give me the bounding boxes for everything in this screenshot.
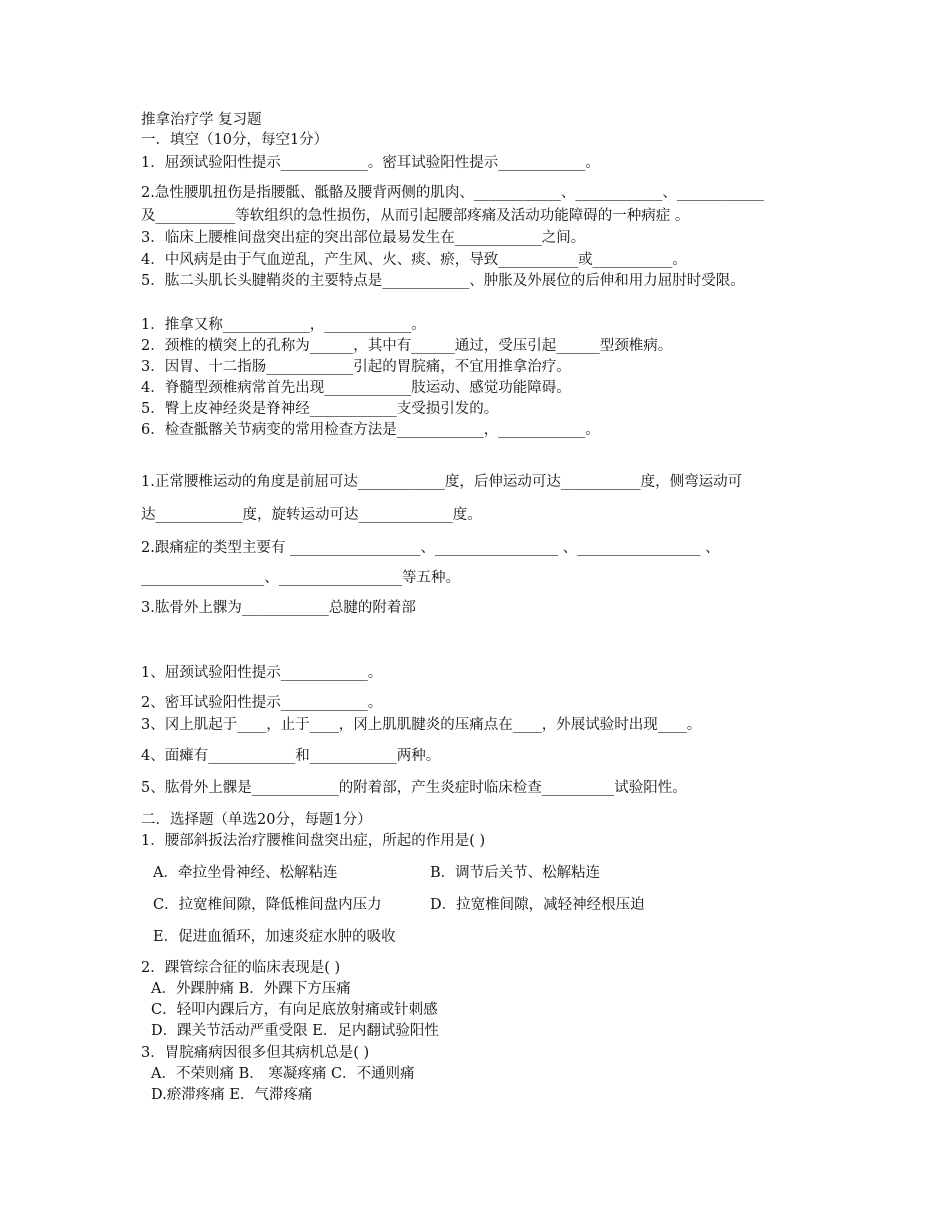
choice-option: A．外踝肿痛 B．外踝下方压痛 [151,981,351,997]
fill-question: 4、面瘫有____________和____________两种。 [141,748,441,764]
fill-question: 5．肱二头肌长头腱鞘炎的主要特点是____________、肿胀及外展位的后伸和用力屈肘时受限。 [141,273,745,289]
fill-question: 3．因胃、十二指肠____________引起的胃脘痛，不宜用推拿治疗。 [141,359,571,375]
fill-question: 2.跟痛症的类型主要有 __________________、_________________ 、_________________ 、 [141,540,720,556]
choice-option: A．牵拉坐骨神经、松解粘连 [153,865,338,881]
fill-question: 3.肱骨外上髁为____________总腱的附着部 [141,600,416,616]
section-1-header: 一．填空（10分，每空1分） [141,132,329,148]
fill-question: 1．推拿又称____________，____________。 [141,317,426,333]
fill-question: 5、肱骨外上髁是____________的附着部，产生炎症时临床检查__________试验阳性。 [141,780,687,796]
document-title: 推拿治疗学 复习题 [141,112,262,128]
fill-question: 3、冈上肌起于____，止于____，冈上肌肌腱炎的压痛点在____，外展试验时出现____。 [141,717,702,733]
fill-question: 1．屈颈试验阳性提示____________。密耳试验阳性提示____________。 [141,155,600,171]
fill-question: 2.急性腰肌扭伤是指腰骶、骶骼及腰背两侧的肌肉、____________、____________、____________ [141,185,764,201]
fill-question: 1、屈颈试验阳性提示____________。 [141,665,383,681]
fill-question-cont: 达____________度，旋转运动可达_____________度。 [141,507,482,523]
fill-question: 5．臀上皮神经炎是脊神经____________支受损引发的。 [141,401,499,417]
fill-question-cont: _________________、_________________等五种。 [141,570,460,586]
choice-question: 2．踝管综合征的临床表现是( ) [141,960,341,976]
choice-option: C．轻叩内踝后方，有向足底放射痛或针刺感 [151,1002,438,1018]
choice-option: C．拉宽椎间隙，降低椎间盘内压力 [153,897,382,913]
fill-question-cont: 及___________等软组织的急性损伤，从而引起腰部疼痛及活动功能障碍的一种病症 。 [141,208,690,224]
fill-question: 4．中风病是由于气血逆乱，产生风、火、痰、瘀，导致___________或___________。 [141,252,687,268]
choice-option: D．拉宽椎间隙，减轻神经根压迫 [430,897,645,913]
fill-question: 6．检查骶髂关节病变的常用检查方法是____________，____________。 [141,422,600,438]
choice-option: A．不荣则痛 B． 寒凝疼痛 C．不通则痛 [151,1066,415,1082]
choice-option: B．调节后关节、松解粘连 [430,865,601,881]
choice-question: 1．腰部斜扳法治疗腰椎间盘突出症，所起的作用是( ) [141,833,486,849]
fill-question: 3．临床上腰椎间盘突出症的突出部位最易发生在____________之间。 [141,230,586,246]
fill-question: 2．颈椎的横突上的孔称为______，其中有______通过，受压引起______型颈椎病。 [141,338,673,354]
choice-question: 3．胃脘痛病因很多但其病机总是( ) [141,1045,370,1061]
choice-option: E．促进血循环，加速炎症水肿的吸收 [153,929,396,945]
choice-option: D．踝关节活动严重受限 E．足内翻试验阳性 [151,1023,439,1039]
fill-question: 2、密耳试验阳性提示____________。 [141,695,383,711]
section-2-header: 二．选择题（单选20分，每题1分） [141,812,372,828]
fill-question: 4．脊髓型颈椎病常首先出现____________肢运动、感觉功能障碍。 [141,380,571,396]
fill-question: 1.正常腰椎运动的角度是前屈可达____________度，后伸运动可达___________度，侧弯运动可 [141,474,743,490]
choice-option: D.瘀滞疼痛 E．气滞疼痛 [151,1087,313,1103]
